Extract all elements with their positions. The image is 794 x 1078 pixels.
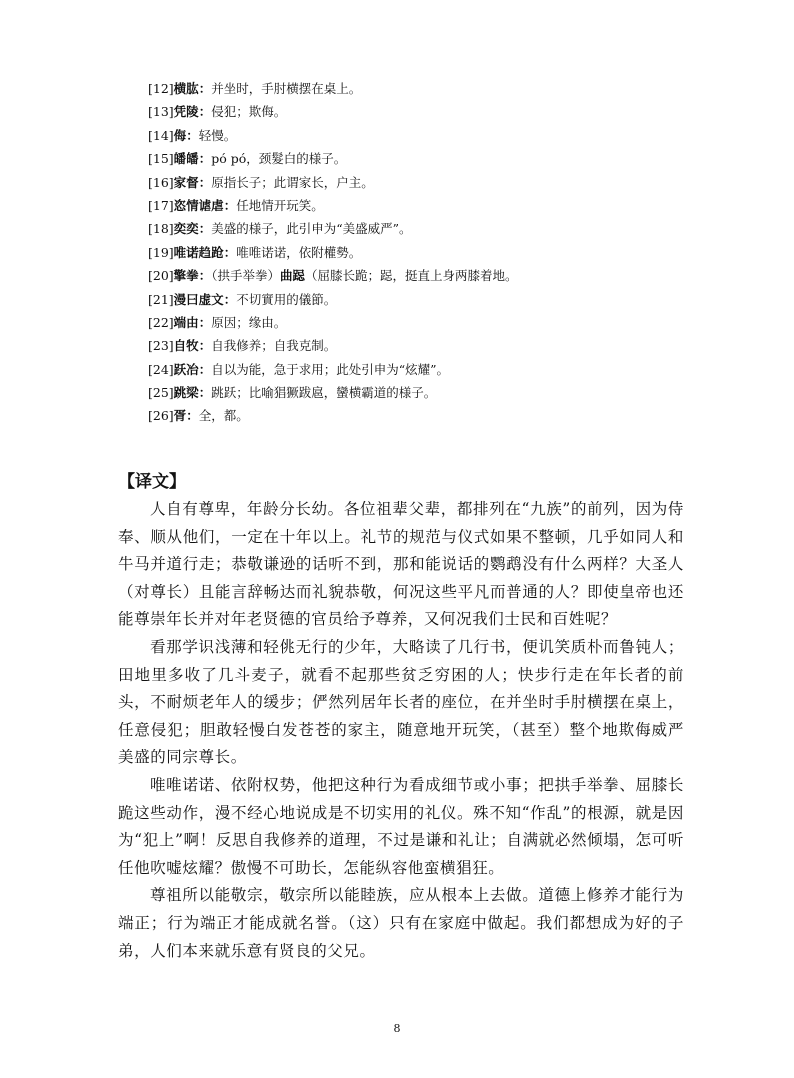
annotation-separator: ： <box>198 268 212 284</box>
annotation-separator: ： <box>198 338 212 354</box>
annotation-separator: ： <box>198 81 212 96</box>
annotation-item <box>148 406 708 429</box>
annotation-text: 自以为能，急于求用；此处引申为“炫耀”。 <box>211 361 449 377</box>
annotation-term: 跳梁 <box>173 385 199 401</box>
annotation-term: 擎拳 <box>173 268 199 284</box>
annotation-item <box>148 173 708 196</box>
annotation-separator: ： <box>186 127 199 143</box>
annotation-separator: ： <box>223 197 237 213</box>
annotation-separator: ： <box>198 151 212 167</box>
annotation-item <box>148 266 708 289</box>
annotation-text: 全，都。 <box>198 408 249 424</box>
annotation-separator: ： <box>223 244 237 260</box>
annotation-number: [12] <box>148 81 174 96</box>
annotation-number: [15] <box>148 151 174 167</box>
annotation-term: 端由 <box>173 314 199 330</box>
annotation-item <box>148 79 708 102</box>
annotation-item <box>148 360 708 383</box>
annotation-number: [21] <box>148 291 174 307</box>
annotation-term: 漫曰虚文 <box>173 291 224 307</box>
annotation-text: 侵犯；欺侮。 <box>211 104 287 120</box>
annotation-number: [25] <box>148 385 174 401</box>
annotation-item <box>148 196 708 219</box>
annotation-separator: ： <box>223 291 237 307</box>
annotation-separator: ： <box>198 314 212 330</box>
annotation-list <box>148 79 708 430</box>
annotation-term: 恣情谑虐 <box>173 197 224 213</box>
annotation-term: 家督 <box>173 174 199 190</box>
annotation-text: 任地情开玩笑。 <box>236 197 324 213</box>
annotation-item <box>148 149 708 172</box>
annotation-text: 唯唯诺诺，依附權勢。 <box>236 244 362 260</box>
annotation-number: [14] <box>148 127 174 143</box>
section-title: 【译文】 <box>118 472 186 492</box>
annotation-term: 侮 <box>173 127 187 143</box>
annotation-number: [20] <box>148 268 174 284</box>
annotation-number: [18] <box>148 221 174 237</box>
annotation-number: [26] <box>148 408 174 424</box>
annotation-item <box>148 102 708 125</box>
annotation-number: [17] <box>148 197 174 213</box>
translation-paragraph: 唯唯诺诺、依附权势，他把这种行为看成细节或小事；把拱手举拳、屈膝长跪这些动作，漫不经心地说成是不切实用的礼仪。殊不知“作乱”的根源，就是因为“犯上”啊！反思自我修养的道理，不过是谦和礼让；自满就必然倾塌，怎可听任他吹嘘炫耀？傲慢不可助长，怎能纵容他蛮横猖狂。 <box>118 775 684 877</box>
annotation-item <box>148 290 708 313</box>
annotation-item <box>148 126 708 149</box>
annotation-text: 原指长子；此谓家长，户主。 <box>211 174 374 190</box>
annotation-item <box>148 219 708 242</box>
translation-paragraph: 人自有尊卑，年龄分长幼。各位祖辈父辈，都排列在“九族”的前列，因为侍奉、顺从他们，一定在十年以上。礼节的规范与仪式如果不整顿，几乎如同人和牛马并道行走；恭敬谦逊的话听不到，那和能说话的鹦鹉没有什么两样？大圣人（对尊长）且能言辞畅达而礼貌恭敬，何况这些平凡而普通的人？即使皇帝也还能尊崇年长并对年老贤德的官员给予尊养，又何况我们士民和百姓呢？ <box>118 500 684 629</box>
annotation-separator: ： <box>198 104 212 120</box>
annotation-term: 奕奕 <box>173 221 199 237</box>
annotation-text: 自我修养；自我克制。 <box>211 338 337 354</box>
annotation-item <box>148 383 708 406</box>
annotation-term: 自牧 <box>173 338 199 354</box>
annotation-text: 美盛的様子，此引申为“美盛威严”。 <box>211 221 412 237</box>
annotation-item <box>148 313 708 336</box>
annotation-term: 皤皤 <box>173 151 199 167</box>
page-number: 8 <box>393 1022 401 1035</box>
annotation-separator: ： <box>198 221 212 237</box>
annotation-term: 跃冶 <box>173 361 199 377</box>
annotation-number: [23] <box>148 338 174 354</box>
annotation-text: 轻慢。 <box>198 127 237 143</box>
annotation-text: 拱手举拳） <box>217 268 280 284</box>
annotation-item <box>148 336 708 359</box>
annotation-text: 原因；缘由。 <box>211 314 287 330</box>
annotation-number: [24] <box>148 361 174 377</box>
annotation-term: 唯诺趋跄 <box>173 244 224 260</box>
annotation-separator: ： <box>198 385 212 401</box>
annotation-number: [13] <box>148 104 174 120</box>
annotation-number: [16] <box>148 174 174 190</box>
translation-paragraph: 尊祖所以能敬宗，敬宗所以能睦族，应从根本上去做。道德上修养才能行为端正；行为端正才能成就名誉。（这）只有在家庭中做起。我们都想成为好的子弟，人们本来就乐意有贤良的父兄。 <box>118 886 684 960</box>
annotation-number: [19] <box>148 244 174 260</box>
annotation-item <box>148 243 708 266</box>
annotation-term-secondary: 曲跽 <box>279 268 305 284</box>
annotation-separator: ： <box>186 408 199 424</box>
annotation-term: 凭陵 <box>173 104 199 120</box>
translation-body <box>118 496 684 965</box>
annotation-text: 跳跃；比喻猖獗跋扈，蠻横霸道的様子。 <box>211 385 437 401</box>
annotation-open-paren: （ <box>211 268 218 284</box>
annotation-text: 不切實用的儀節。 <box>236 291 337 307</box>
annotation-separator: ： <box>198 361 212 377</box>
annotation-term: 胥 <box>173 408 187 424</box>
annotation-text: pó pó，颈髮白的様子。 <box>211 151 347 167</box>
annotation-separator: ： <box>198 174 212 190</box>
annotation-text-secondary: （屈膝长跪；跽，挺直上身两膝着地。 <box>305 268 518 284</box>
annotation-number: [22] <box>148 314 174 330</box>
annotation-text: 并坐时，手肘横摆在桌上。 <box>211 81 362 96</box>
translation-paragraph: 看那学识浅薄和轻佻无行的少年，大略读了几行书，便讥笑质朴而鲁钝人；田地里多收了几斗麦子，就看不起那些贫乏穷困的人；快步行走在年长者的前头，不耐烦老年人的缓步；俨然列居年长者的座位，在并坐时手肘横摆在桌上，任意侵犯；胆敢轻慢白发苍苍的家主，随意地开玩笑，（甚至）整个地欺侮威严美盛的同宗尊长。 <box>118 637 684 767</box>
annotation-term: 横肱 <box>173 81 199 96</box>
